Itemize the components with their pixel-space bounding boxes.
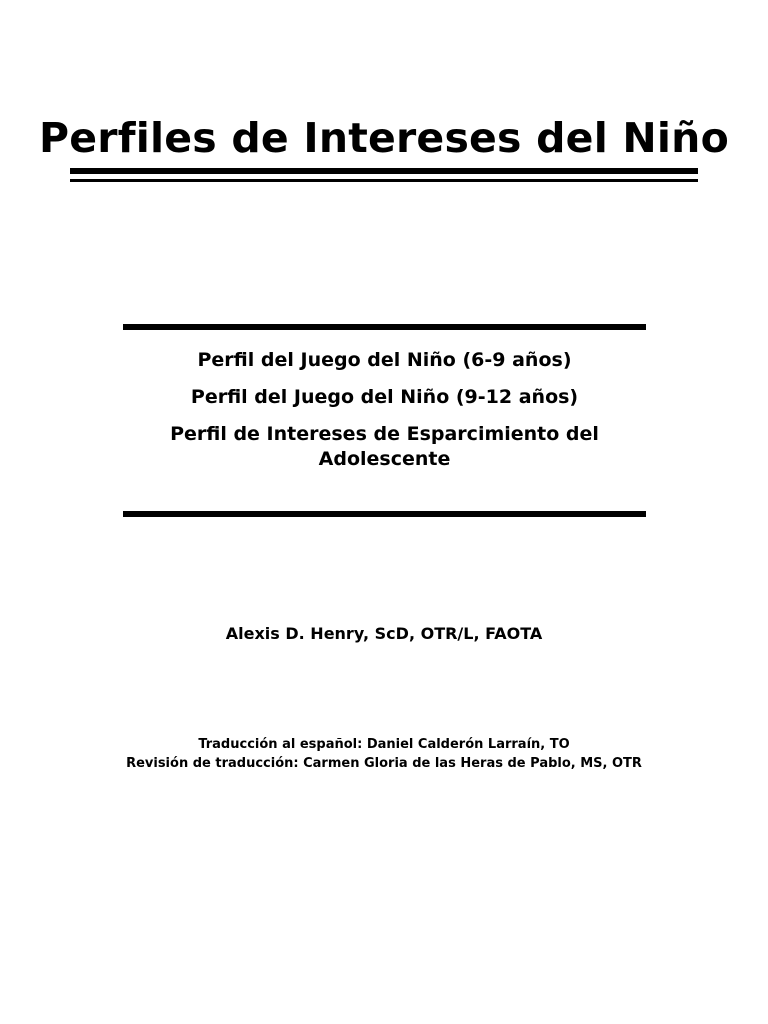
subtitle-item: Perfil del Juego del Niño (9-12 años) (190, 386, 579, 408)
subtitle-box-top-rule (123, 324, 646, 330)
subtitle-item: Perfil de Intereses de Esparcimiento del Adolescente (170, 423, 599, 470)
translation-credit: Traducción al español: Daniel Calderón Larraín, TO (198, 737, 570, 752)
subtitle-list (123, 348, 646, 484)
credits-block (0, 735, 768, 773)
subtitle-item: Perfil del Juego del Niño (6-9 años) (197, 349, 572, 371)
title-underline-thick (70, 168, 698, 174)
page-title: Perfiles de Intereses del Niño (39, 114, 729, 162)
revision-credit: Revisión de traducción: Carmen Gloria de las Heras de Pablo, MS, OTR (126, 756, 642, 771)
author-line: Alexis D. Henry, ScD, OTR/L, FAOTA (225, 624, 543, 643)
subtitle-box-bottom-rule (123, 511, 646, 517)
title-underline-thin (70, 179, 698, 182)
